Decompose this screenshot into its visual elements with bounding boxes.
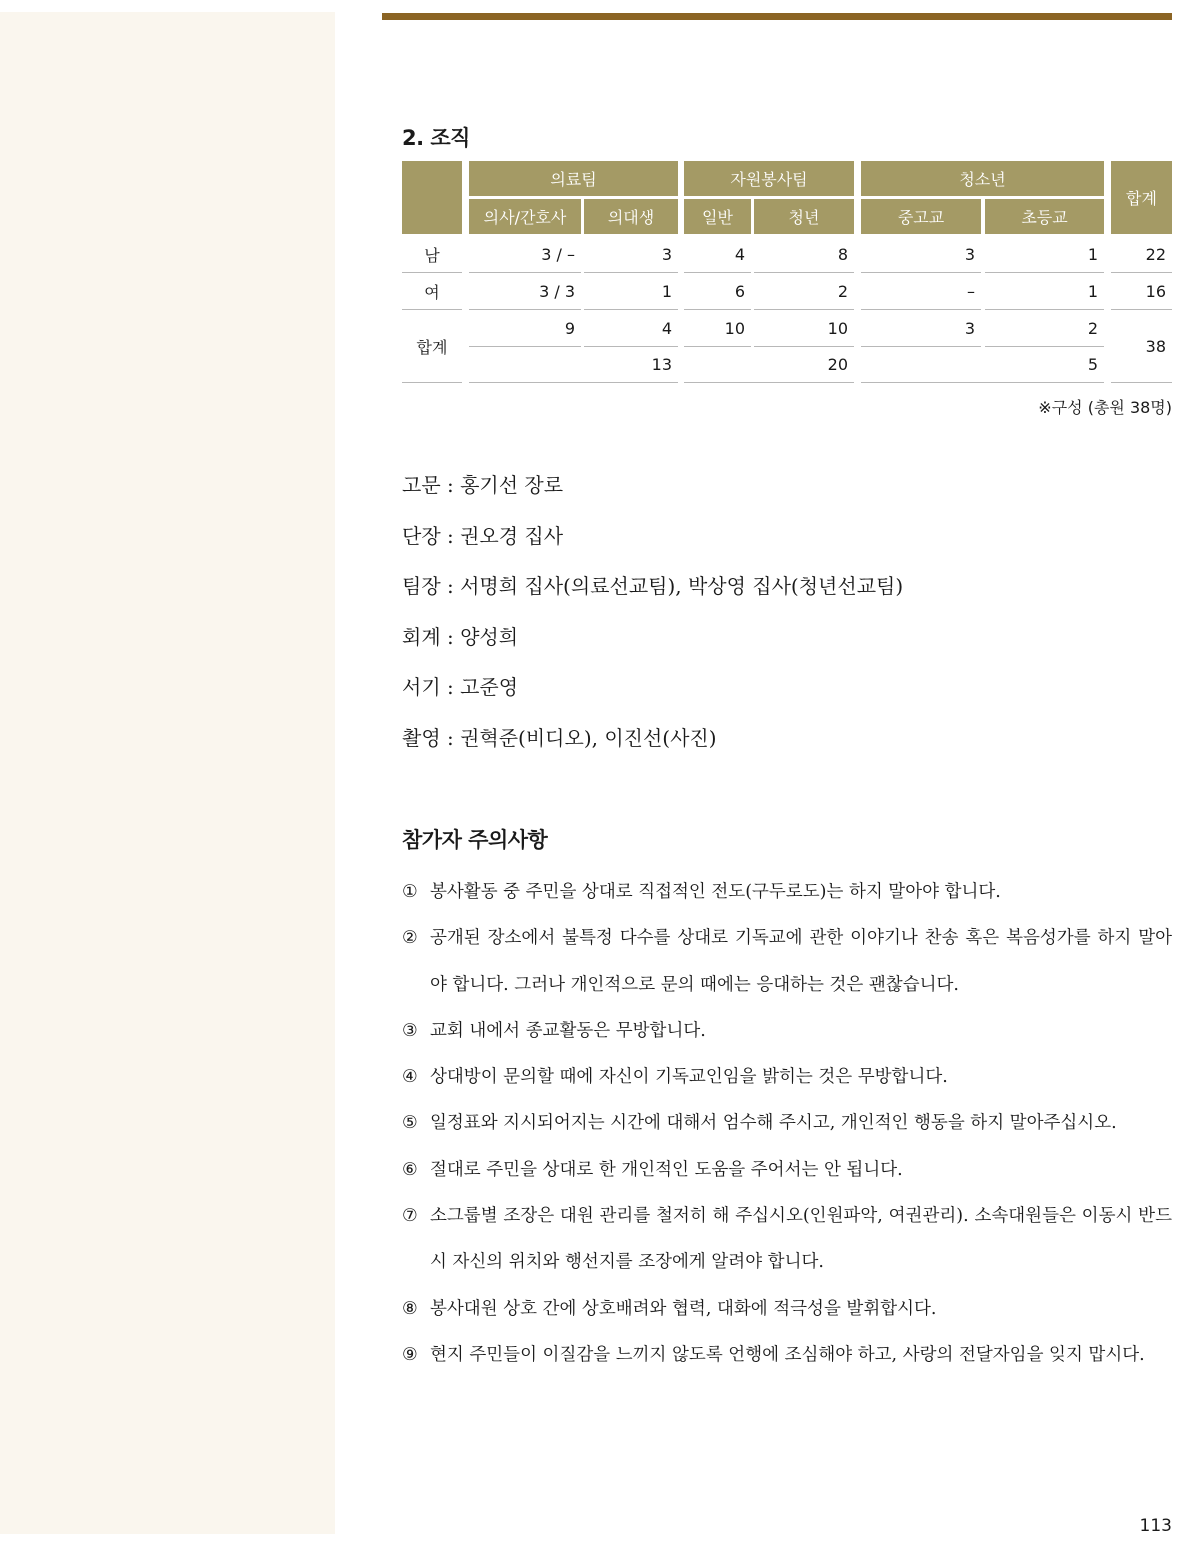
row-rule <box>861 272 981 273</box>
table-note: ※구성 (총원 38명) <box>1038 398 1172 417</box>
cell-sum-doctor-nurse: 9 <box>564 318 575 338</box>
caution-number: ③ <box>402 1020 418 1041</box>
cell-female-general: 6 <box>734 281 745 301</box>
row-rule <box>985 346 1104 347</box>
cell-female-total: 16 <box>1145 281 1166 301</box>
cell-male-total: 22 <box>1145 244 1166 264</box>
cell-male-doctor-nurse: 3 / – <box>541 244 575 264</box>
cell-male-middle-high: 3 <box>964 244 975 264</box>
cell-sum-middle-high: 3 <box>964 318 975 338</box>
row-rule <box>584 309 678 310</box>
caution-item <box>402 1008 1172 1054</box>
cell-male-medstudent: 3 <box>661 244 672 264</box>
row-rule <box>402 382 462 383</box>
cell-youth-total: 5 <box>1087 355 1098 374</box>
caution-item <box>402 915 1172 1008</box>
row-rule <box>469 346 581 347</box>
row-rule <box>584 346 678 347</box>
caution-number: ⑦ <box>402 1206 418 1227</box>
cell-female-doctor-nurse: 3 / 3 <box>539 281 575 301</box>
staff-secretary: 서기 : 고준영 <box>402 675 519 699</box>
staff-advisor: 고문 : 홍기선 장로 <box>402 473 564 497</box>
caution-item <box>402 1054 1172 1100</box>
row-rule <box>684 346 751 347</box>
caution-text: 공개된 장소에서 불특정 다수를 상대로 기독교에 관한 이야기나 찬송 혹은 복음성가를 하지 말아야 합니다. 그러나 개인적으로 문의 때에는 응대하는 것은 괜찮습니다. <box>430 928 1172 995</box>
row-rule <box>754 346 854 347</box>
row-rule <box>985 309 1104 310</box>
staff-list <box>402 468 903 771</box>
caution-text: 교회 내에서 종교활동은 무방합니다. <box>430 1020 706 1041</box>
staff-team-leaders: 팀장 : 서명희 집사(의료선교팀), 박상영 집사(청년선교팀) <box>402 574 904 598</box>
row-rule <box>584 272 678 273</box>
subheader-general: 일반 <box>684 199 751 234</box>
row-rule <box>469 272 581 273</box>
caution-number: ⑥ <box>402 1159 418 1180</box>
header-medical: 의료팀 <box>469 161 678 196</box>
caution-item <box>402 869 1172 915</box>
subheader-medstudent: 의대생 <box>584 199 678 234</box>
cell-female-medstudent: 1 <box>661 281 672 301</box>
row-rule <box>402 309 462 310</box>
section-title: 2. 조직 <box>402 126 470 150</box>
cell-male-general: 4 <box>734 244 745 264</box>
header-volunteer: 자원봉사팀 <box>684 161 854 196</box>
subheader-young-adult: 청년 <box>754 199 854 234</box>
row-rule <box>402 272 462 273</box>
caution-text: 절대로 주민을 상대로 한 개인적인 도움을 주어서는 안 됩니다. <box>430 1159 903 1180</box>
row-rule <box>1111 382 1172 383</box>
caution-item <box>402 1100 1172 1146</box>
caution-number: ⑤ <box>402 1113 418 1134</box>
row-rule <box>469 382 678 383</box>
staff-accountant: 회계 : 양성희 <box>402 624 519 649</box>
caution-text: 현지 주민들이 이질감을 느끼지 않도록 언행에 조심해야 하고, 사랑의 전달자임을 잊지 맙시다. <box>430 1344 1145 1365</box>
cell-female-middle-high: – <box>967 281 975 301</box>
cautions-list <box>402 869 1172 1378</box>
caution-text: 봉사활동 중 주민을 상대로 직접적인 전도(구두로도)는 하지 말아야 합니다. <box>430 882 1001 902</box>
caution-item <box>402 1332 1172 1378</box>
caution-number: ② <box>402 928 418 949</box>
cell-sum-medstudent: 4 <box>661 318 672 338</box>
cell-volunteer-total: 20 <box>827 355 848 374</box>
cell-grand-total: 38 <box>1145 336 1166 356</box>
header-youth: 청소년 <box>861 161 1104 196</box>
page-number: 113 <box>1139 1516 1172 1536</box>
row-rule <box>1111 309 1172 310</box>
subheader-doctor-nurse: 의사/간호사 <box>469 199 581 234</box>
cell-medical-total: 13 <box>651 355 672 374</box>
header-total: 합계 <box>1111 161 1172 234</box>
cell-female-young-adult: 2 <box>837 281 848 301</box>
row-rule <box>684 309 751 310</box>
cell-female-elementary: 1 <box>1087 281 1098 301</box>
caution-text: 봉사대원 상호 간에 상호배려와 협력, 대화에 적극성을 발휘합시다. <box>430 1298 937 1319</box>
caution-item <box>402 1286 1172 1332</box>
row-label-male: 남 <box>424 245 440 265</box>
row-label-sum: 합계 <box>416 337 448 357</box>
caution-text: 소그룹별 조장은 대원 관리를 철저히 해 주십시오(인원파악, 여권관리). 소속대원들은 이동시 반드시 자신의 위치와 행선지를 조장에게 알려야 합니다. <box>430 1206 1172 1273</box>
cell-sum-elementary: 2 <box>1087 318 1098 338</box>
row-rule <box>985 272 1104 273</box>
row-rule <box>861 346 981 347</box>
caution-number: ① <box>402 882 418 902</box>
staff-photography: 촬영 : 권혁준(비디오), 이진선(사진) <box>402 725 717 750</box>
caution-number: ④ <box>402 1067 418 1088</box>
row-rule <box>754 272 854 273</box>
caution-item <box>402 1147 1172 1193</box>
top-rule <box>382 13 1172 20</box>
caution-item <box>402 1193 1172 1286</box>
cell-sum-general: 10 <box>724 318 745 338</box>
row-rule <box>469 309 581 310</box>
caution-number: ⑧ <box>402 1298 418 1319</box>
row-rule <box>861 382 1104 383</box>
row-rule <box>684 272 751 273</box>
subheader-middle-high: 중고교 <box>861 199 981 234</box>
row-rule <box>861 309 981 310</box>
caution-text: 일정표와 지시되어지는 시간에 대해서 엄수해 주시고, 개인적인 행동을 하지 말아주십시오. <box>430 1113 1117 1134</box>
row-rule <box>1111 272 1172 273</box>
row-rule <box>684 382 854 383</box>
cell-male-young-adult: 8 <box>837 244 848 264</box>
caution-text: 상대방이 문의할 때에 자신이 기독교인임을 밝히는 것은 무방합니다. <box>430 1067 948 1088</box>
side-panel <box>0 12 335 1534</box>
caution-number: ⑨ <box>402 1344 418 1365</box>
cautions-title: 참가자 주의사항 <box>402 828 548 852</box>
cell-male-elementary: 1 <box>1087 244 1098 264</box>
row-rule <box>754 309 854 310</box>
row-label-female: 여 <box>424 282 440 302</box>
header-corner <box>402 161 462 234</box>
cell-sum-young-adult: 10 <box>827 318 848 338</box>
staff-leader: 단장 : 권오경 집사 <box>402 523 564 548</box>
subheader-elementary: 초등교 <box>985 199 1104 234</box>
